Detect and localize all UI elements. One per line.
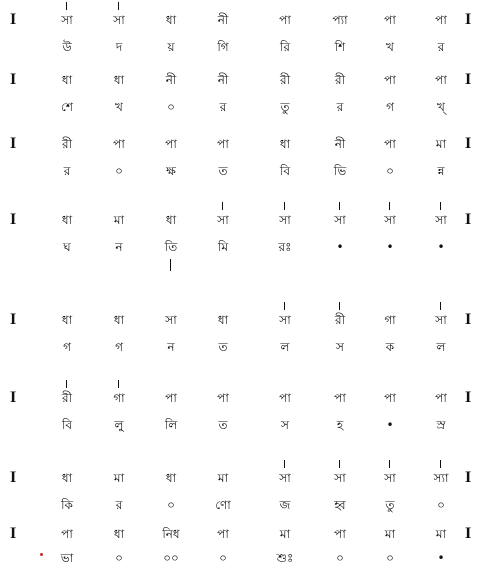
bar-line-right: I [465,525,472,542]
lyric-syllable: ত [218,418,228,432]
swara-note: রী [61,391,73,405]
lyric-syllable: ০ [219,551,227,565]
swara-note: প্যা [332,13,348,27]
swara-note: ধা [279,137,291,151]
swara-note: পা [279,13,291,27]
swara-note: ধা [217,313,229,327]
lyric-syllable: • [386,240,394,254]
swara-note: পা [279,391,291,405]
swara-accent-mark [284,302,285,310]
swara-note: ধা [113,527,125,541]
swara-accent-mark [118,2,119,10]
lyric-syllable: শি [334,40,346,54]
swara-row [0,388,489,408]
lyric-row [0,237,489,257]
swara-accent-mark [440,460,441,468]
bar-line-right: I [465,211,472,228]
swara-note: পা [435,391,447,405]
swara-note: পা [384,13,396,27]
swara-note: ধা [165,471,177,485]
swara-note: রী [334,313,346,327]
lyric-syllable: ভা [60,551,74,565]
lyric-syllable: রঃ [278,240,292,254]
lyric-syllable: গি [217,40,229,54]
lyric-syllable: রি [279,40,291,54]
swara-note: মা [279,527,291,541]
swara-row [0,468,489,488]
lyric-syllable: য় [167,40,175,54]
bar-line-right: I [465,389,472,406]
swara-accent-mark [66,380,67,388]
swara-note: সা [217,213,229,227]
bar-line-left: I [10,469,17,486]
bar-line-left: I [10,11,17,28]
swara-note: সা [435,213,447,227]
bar-line-right: I [465,135,472,152]
lyric-syllable: স [336,340,344,354]
swara-note: স্যা [433,471,449,485]
lyric-syllable: ন [167,340,175,354]
lyric-syllable: বি [61,418,73,432]
swara-note: নী [217,73,229,87]
lyric-syllable: ০ [167,100,175,114]
swara-accent-mark [66,2,67,10]
lyric-syllable: র [336,100,344,114]
swara-note: সা [61,13,73,27]
lyric-syllable: ল [280,340,290,354]
swara-accent-mark [389,202,390,210]
lyric-syllable: ০ [336,551,344,565]
swara-note: সা [279,471,291,485]
swara-note: সা [279,313,291,327]
swara-note: পা [217,391,229,405]
lyric-syllable: ০ [115,551,123,565]
swara-note: ধা [165,213,177,227]
lyric-row [0,415,489,435]
swara-accent-mark [284,460,285,468]
swara-note: পা [113,137,125,151]
swara-note: পা [384,137,396,151]
swara-note: রী [279,73,291,87]
swara-row [0,10,489,30]
bar-line-left: I [10,135,17,152]
swara-note: নিধ [162,527,180,541]
swara-note: সা [334,213,346,227]
swara-note: নী [165,73,177,87]
swara-note: রী [61,137,73,151]
swara-accent-mark [284,202,285,210]
lyric-syllable: শে [61,100,73,114]
lyric-syllable: উ [62,40,72,54]
bar-line-left: I [10,525,17,542]
bar-line-left: I [10,311,17,328]
swara-note: নী [334,137,346,151]
swara-note: সা [113,13,125,27]
lyric-syllable: ০ [437,498,445,512]
lyric-syllable: লি [164,418,178,432]
lyric-syllable: ণো [215,498,231,512]
lyric-row [0,548,489,568]
lyric-syllable: গ [115,340,123,354]
lyric-syllable: জ [279,498,291,512]
bar-line-right: I [465,71,472,88]
lyric-syllable: হ [336,418,344,432]
swara-accent-mark [339,302,340,310]
lyric-syllable: গ [63,340,71,354]
lyric-syllable: ন্ন [437,164,445,178]
swara-note: সা [384,471,396,485]
lyric-syllable: গ [386,100,394,114]
lyric-syllable: • [437,551,445,565]
swara-note: পা [384,391,396,405]
swara-note: রী [334,73,346,87]
swara-note: পা [61,527,73,541]
swara-note: মা [435,527,447,541]
swara-accent-mark [339,460,340,468]
lyric-syllable: খ্ [437,100,445,114]
swara-note: পা [217,527,229,541]
lyric-syllable: ন [115,240,123,254]
swara-note: মা [113,213,125,227]
red-ink-dot [40,553,43,556]
lyric-row [0,97,489,117]
lyric-row [0,37,489,57]
lyric-row [0,161,489,181]
lyric-syllable: ০ [386,551,394,565]
swara-note: পা [165,391,177,405]
lyric-syllable: মি [217,240,229,254]
lyric-syllable: ০০ [163,551,179,565]
lyric-syllable: খ [115,100,123,114]
lyric-syllable: ত [218,164,228,178]
swara-row [0,310,489,330]
lyric-row [0,337,489,357]
lyric-syllable: র [63,164,71,178]
swara-note: মা [435,137,447,151]
lyric-syllable: ঘ [63,240,71,254]
swara-note: পা [384,73,396,87]
swara-note: ধা [61,73,73,87]
lyric-syllable: • [386,418,394,432]
swara-note: সা [279,213,291,227]
swara-note: সা [334,471,346,485]
swara-note: পা [334,391,346,405]
swara-note: সা [165,313,177,327]
swara-note: মা [384,527,396,541]
lyric-syllable: ০ [115,164,123,178]
lyric-syllable: ক্ষ [166,164,176,178]
lyric-syllable: ০ [386,164,394,178]
swara-note: পা [165,137,177,151]
lyric-syllable: • [336,240,344,254]
swara-note: গা [384,313,396,327]
swara-accent-mark [389,460,390,468]
lyric-syllable: খ [386,40,394,54]
swara-note: ধা [165,13,177,27]
lyric-syllable: স [281,418,289,432]
swara-note: সা [384,213,396,227]
swara-note: সা [435,313,447,327]
bar-line-left: I [10,71,17,88]
swara-note: ধা [113,313,125,327]
swara-note: মা [217,471,229,485]
lyric-syllable: তু [385,498,395,512]
swara-accent-mark [440,202,441,210]
swara-row [0,210,489,230]
lyric-syllable: বি [279,164,291,178]
swara-note: ধা [113,73,125,87]
swara-note: পা [435,13,447,27]
swara-note: ধা [61,313,73,327]
swara-row [0,524,489,544]
bar-line-left: I [10,211,17,228]
swara-note: ধা [61,213,73,227]
swara-accent-mark [339,202,340,210]
lyric-syllable: • [437,240,445,254]
swara-accent-mark [222,202,223,210]
lyric-syllable: ০ [167,498,175,512]
lyric-syllable: ক [385,340,395,354]
swara-note: মা [113,471,125,485]
lyric-syllable: ভি [333,164,347,178]
lyric-syllable: শুঃ [276,551,294,565]
lyric-syllable: দ [115,40,123,54]
swara-note: ধা [61,471,73,485]
swara-row [0,134,489,154]
swara-note: পা [217,137,229,151]
swara-note: নী [217,13,229,27]
swara-note: পা [435,73,447,87]
lyric-syllable: তি [164,240,178,254]
lyric-row [0,495,489,515]
bar-line-left: I [10,389,17,406]
swara-note: গা [113,391,125,405]
bar-line-right: I [465,11,472,28]
lyric-syllable: ল [436,340,446,354]
lyric-syllable: র [437,40,445,54]
swara-accent-mark [118,380,119,388]
lyric-syllable: র [115,498,123,512]
lyric-syllable: লু [114,418,124,432]
lyric-syllable: র [219,100,227,114]
lyric-syllable: তু [280,100,290,114]
swara-accent-mark [440,302,441,310]
bar-line-right: I [465,311,472,328]
lyric-syllable: ত [218,340,228,354]
bar-line-right: I [465,469,472,486]
lyric-syllable: কি [61,498,73,512]
swara-note: পা [334,527,346,541]
lyric-syllable: স্র [436,418,446,432]
swara-row [0,70,489,90]
lyric-accent-mark [170,259,171,271]
lyric-syllable: হ্ব [334,498,346,512]
